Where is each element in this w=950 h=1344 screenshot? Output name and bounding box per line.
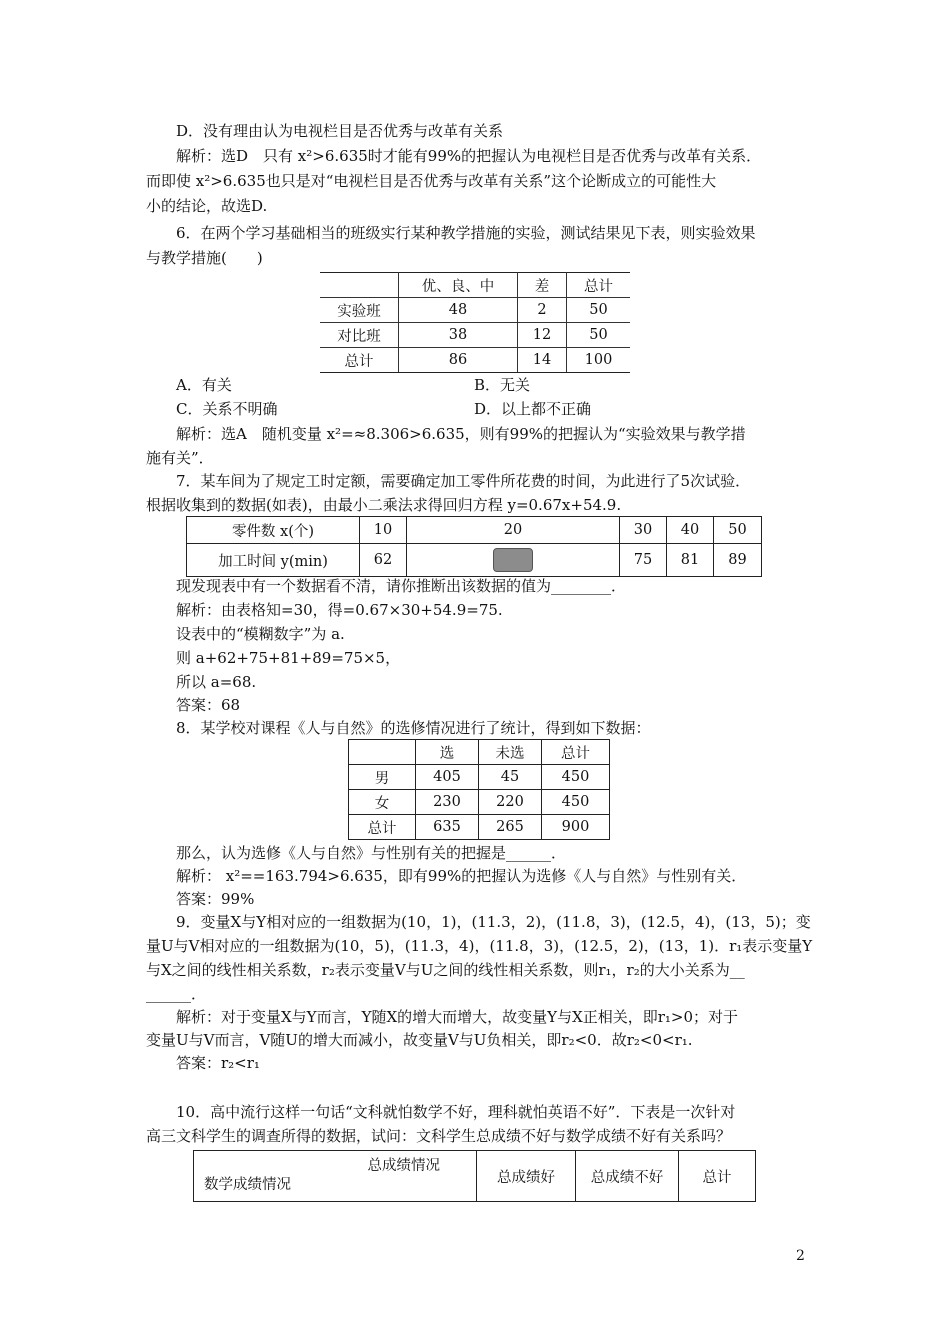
table-row <box>187 517 762 544</box>
question-6: 6．在两个学习基础相当的班级实行某种教学措施的实验，测试结果见下表，则实验效果 <box>176 224 756 242</box>
table-cell: 对比班 <box>320 323 399 348</box>
table-cell: 总计 <box>542 740 610 765</box>
text-line: 设表中的“模糊数字”为 a. <box>176 625 345 643</box>
table-cell <box>407 544 620 577</box>
text-line: ______． <box>146 985 207 1003</box>
question-10: 10．高中流行这样一句话“文科就怕数学不好，理科就怕英语不好”．下表是一次针对 <box>176 1103 736 1121</box>
table-cell: 450 <box>542 790 610 815</box>
diag-top-label: 总成绩情况 <box>367 1158 440 1174</box>
text-line: 与X之间的线性相关系数，r₂表示变量V与U之间的线性相关系数，则r₁，r₂的大小关系为__ <box>146 961 745 979</box>
text-line: 变量U与V而言，V随U的增大而减小，故变量V与U负相关，即r₂<0．故r₂<0<r₁. <box>146 1031 693 1049</box>
blurred-value <box>493 548 533 572</box>
table-cell: 加工时间 y(min) <box>187 544 360 577</box>
table-cell: 总成绩不好 <box>576 1151 679 1202</box>
table-cell: 50 <box>567 298 631 323</box>
option-c: C．关系不明确 <box>176 400 278 418</box>
table-cell: 实验班 <box>320 298 399 323</box>
table-cell: 635 <box>416 815 479 840</box>
table-cell: 总计 <box>567 273 631 298</box>
table-cell <box>349 740 416 765</box>
text-line: 量U与V相对应的一组数据为(10，5)，(11.3，4)，(11.8，3)，(12.5，2)，(13，1)．r₁表示变量Y <box>146 937 813 955</box>
option-a: A．有关 <box>176 376 232 394</box>
table-cell: 45 <box>479 765 542 790</box>
answer: 答案：99% <box>176 890 255 908</box>
table-cell: 81 <box>667 544 714 577</box>
table-q10 <box>193 1150 756 1202</box>
table-cell: 30 <box>620 517 667 544</box>
table-cell: 总计 <box>349 815 416 840</box>
table-header-row <box>349 740 610 765</box>
text-line: 根据收集到的数据(如表)，由最小二乘法求得回归方程 y=0.67x+54.9. <box>146 496 622 514</box>
table-cell: 差 <box>518 273 567 298</box>
table-cell: 86 <box>399 348 518 373</box>
table-cell: 男 <box>349 765 416 790</box>
table-cell: 405 <box>416 765 479 790</box>
table-cell: 89 <box>714 544 762 577</box>
table-q8 <box>348 739 610 840</box>
text-line: 所以 a=68. <box>176 673 257 691</box>
text-line: 那么，认为选修《人与自然》与性别有关的把握是______． <box>176 844 567 862</box>
table-row <box>320 298 630 323</box>
table-cell: 零件数 x(个) <box>187 517 360 544</box>
table-cell: 75 <box>620 544 667 577</box>
text-line: 与教学措施( ) <box>146 249 263 267</box>
text-line: 现发现表中有一个数据看不清，请你推断出该数据的值为________． <box>176 577 627 595</box>
table-cell: 10 <box>360 517 407 544</box>
answer: 答案：68 <box>176 696 241 714</box>
table-cell: 265 <box>479 815 542 840</box>
text-line: 施有关”． <box>146 449 214 467</box>
text-line: 小的结论，故选D. <box>146 197 268 215</box>
table-cell: 20 <box>407 517 620 544</box>
text-line: D．没有理由认为电视栏目是否优秀与改革有关系 <box>176 122 504 140</box>
diag-bottom-label: 数学成绩情况 <box>204 1177 291 1193</box>
text-line: 而即使 x²>6.635也只是对“电视栏目是否优秀与改革有关系”这个论断成立的可能性大 <box>146 172 717 190</box>
table-q7 <box>186 516 762 577</box>
table-cell: 50 <box>567 323 631 348</box>
answer: 答案：r₂<r₁ <box>176 1054 260 1072</box>
text-line: 解析：对于变量X与Y而言，Y随X的增大而增大，故变量Y与X正相关，即r₁>0；对于 <box>176 1008 739 1026</box>
table-cell: 选 <box>416 740 479 765</box>
table-row <box>349 815 610 840</box>
table-cell: 450 <box>542 765 610 790</box>
table-row <box>187 544 762 577</box>
question-8: 8．某学校对课程《人与自然》的选修情况进行了统计，得到如下数据： <box>176 719 651 737</box>
table-cell: 总计 <box>320 348 399 373</box>
table-row <box>349 790 610 815</box>
table-cell: 12 <box>518 323 567 348</box>
text-line: 解析： x²==163.794>6.635，即有99%的把握认为选修《人与自然》与性别有关． <box>176 867 747 885</box>
option-d: D．以上都不正确 <box>474 400 592 418</box>
table-cell: 总成绩好 <box>477 1151 576 1202</box>
table-cell: 48 <box>399 298 518 323</box>
table-cell: 2 <box>518 298 567 323</box>
table-cell: 女 <box>349 790 416 815</box>
table-cell: 900 <box>542 815 610 840</box>
table-header-row <box>320 273 630 298</box>
text-line: 解析：选D 只有 x²>6.635时才能有99%的把握认为电视栏目是否优秀与改革有关系． <box>176 147 762 165</box>
text-line: 解析：选A 随机变量 x²=≈8.306>6.635，则有99%的把握认为“实验效果与教学措 <box>176 425 746 443</box>
table-row <box>349 765 610 790</box>
table-cell: 62 <box>360 544 407 577</box>
table-diagonal-cell <box>194 1151 477 1202</box>
question-9: 9．变量X与Y相对应的一组数据为(10，1)，(11.3，2)，(11.8，3)，(12.5，4)，(13，5)；变 <box>176 913 811 931</box>
table-cell: 40 <box>667 517 714 544</box>
table-row <box>320 323 630 348</box>
text-line: 则 a+62+75+81+89=75×5， <box>176 649 401 667</box>
table-cell: 220 <box>479 790 542 815</box>
table-cell: 50 <box>714 517 762 544</box>
table-cell: 230 <box>416 790 479 815</box>
text-line: 高三文科学生的调查所得的数据，试问：文科学生总成绩不好与数学成绩不好有关系吗？ <box>146 1127 732 1145</box>
option-b: B．无关 <box>474 376 531 394</box>
table-cell: 未选 <box>479 740 542 765</box>
table-row <box>320 348 630 373</box>
table-cell: 优、良、中 <box>399 273 518 298</box>
page-number: 2 <box>796 1248 805 1264</box>
table-cell <box>320 273 399 298</box>
table-header-row <box>194 1151 756 1202</box>
text-line: 解析：由表格知=30，得=0.67×30+54.9=75. <box>176 601 503 619</box>
table-q6 <box>320 272 630 373</box>
table-cell: 14 <box>518 348 567 373</box>
table-cell: 38 <box>399 323 518 348</box>
table-cell: 100 <box>567 348 631 373</box>
table-cell: 总计 <box>679 1151 756 1202</box>
question-7: 7．某车间为了规定工时定额，需要确定加工零件所花费的时间，为此进行了5次试验． <box>176 472 751 490</box>
